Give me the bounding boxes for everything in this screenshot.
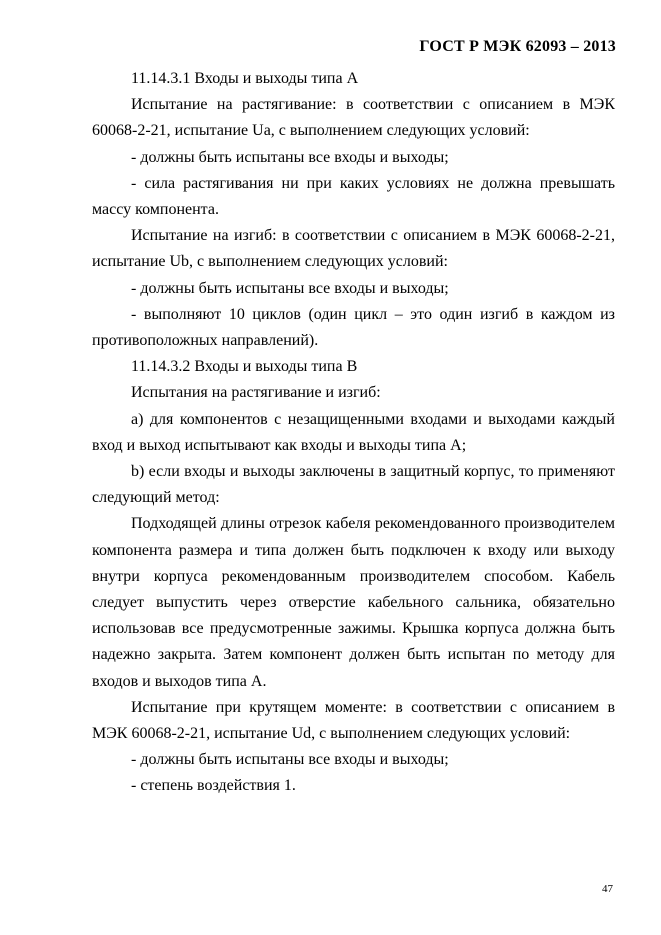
list-item: - должны быть испытаны все входы и выходы; xyxy=(131,148,449,166)
section-heading-11-14-3-2: 11.14.3.2 Входы и выходы типа В xyxy=(131,358,358,376)
list-item: - должны быть испытаны все входы и выходы; xyxy=(131,279,449,297)
page-number: 47 xyxy=(602,883,613,895)
list-item: - выполняют 10 циклов (один цикл – это один изгиб в каждом из противоположных направлений). xyxy=(92,305,615,350)
list-item: - сила растягивания ни при каких условиях не должна превышать массу компонента. xyxy=(92,174,615,219)
document-header: ГОСТ Р МЭК 62093 – 2013 xyxy=(419,38,616,55)
list-item: b) если входы и выходы заключены в защитный корпус, то применяют следующий метод: xyxy=(92,463,615,507)
list-item: - должны быть испытаны все входы и выходы; xyxy=(131,751,449,769)
paragraph: Испытание на изгиб: в соответствии с описанием в МЭК 60068-2-21, испытание Ub, с выполнением следующих условий: xyxy=(92,227,615,271)
paragraph: Испытание при крутящем моменте: в соответствии с описанием в МЭК 60068-2-21, испытание Ud, с выполнением следующих условий: xyxy=(92,698,615,743)
paragraph: Испытания на растягивание и изгиб: xyxy=(131,384,381,402)
list-item: а) для компонентов с незащищенными входами и выходами каждый вход и выход испытывают как входы и выходы типа А; xyxy=(92,410,615,454)
list-item: - степень воздействия 1. xyxy=(131,777,296,795)
paragraph: Испытание на растягивание: в соответствии с описанием в МЭК 60068-2-21, испытание Ua, с выполнением следующих условий: xyxy=(92,96,615,140)
document-body xyxy=(92,66,615,800)
paragraph: Подходящей длины отрезок кабеля рекомендованного производителем компонента размера и типа должен быть подключен к входу или выходу внутри корпуса рекомендованным производителем способом. Кабель следует выпустить через отверстие кабельного сальника, обязательно использовав все предусмотренные зажимы. Крышка корпуса должна быть надежно закрыта. Затем компонент должен быть испытан по методу для входов и выходов типа А. xyxy=(92,515,615,690)
section-heading-11-14-3-1: 11.14.3.1 Входы и выходы типа А xyxy=(131,70,359,87)
